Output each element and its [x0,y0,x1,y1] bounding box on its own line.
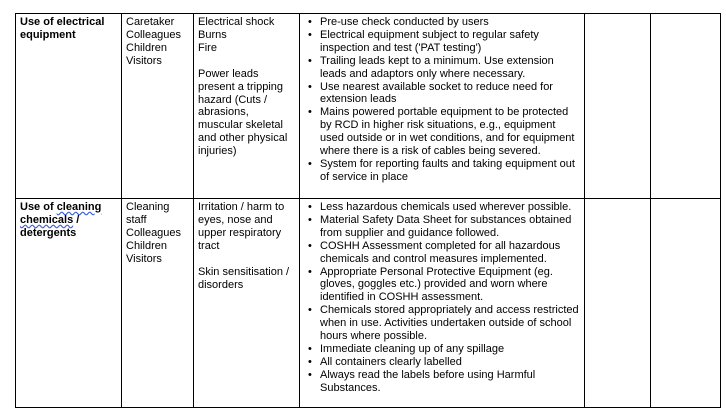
list-item: • Use nearest available socket to reduce need for extension leads [320,81,580,107]
harm-item: Irritation / harm to eyes, nose and upper respiratory tract [198,201,285,252]
who-item: Children [126,239,167,252]
harm-cell [194,199,300,408]
empty-cell [585,14,651,199]
empty-cell [651,14,721,199]
table-row [16,199,721,408]
hazard-text: cleaning [56,201,102,213]
empty-cell [651,199,721,408]
hazard-text: / detergents [20,213,80,239]
controls-list [304,201,580,395]
harm-item: Skin sensitisation / disorders [198,265,290,291]
list-item: • Electrical equipment subject to regular safety inspection and test ('PAT testing') [320,29,580,55]
list-item: • Mains powered portable equipment to be protected by RCD in higher risk situations, e.g., equipment used outside or in wet conditions, and for equipment where there is a risk of cables being severed. [320,106,580,158]
hazard-title [20,201,101,239]
hazard-cell [16,14,122,199]
who-cell [122,199,194,408]
harm-item: Electrical shock [198,16,275,28]
controls-list [304,16,580,184]
who-item: Colleagues [126,28,182,41]
list-item: • Always read the labels before using Harmful Substances. [320,369,580,395]
hazard-text: Use of electrical equipment [20,16,105,41]
who-item: Cleaning staff [126,201,170,226]
hazard-title [20,16,104,41]
list-item: • Immediate cleaning up of any spillage [320,343,580,356]
harm-item: Power leads present a tripping hazard (Cuts / abrasions, muscular skeletal and other physical injuries) [198,67,288,158]
list-item: • Material Safety Data Sheet for substances obtained from supplier and guidance followed. [320,214,580,240]
hazard-text: Use of [20,201,57,213]
list-item: • All containers clearly labelled [320,356,580,369]
who-cell [122,14,194,199]
who-item: Colleagues [126,226,182,239]
who-item: Children [126,41,167,54]
list-item: • Less hazardous chemicals used wherever possible. [320,201,580,214]
list-item: • Appropriate Personal Protective Equipment (eg. gloves, goggles etc.) provided and worn where identified in COSHH assessment. [320,266,580,305]
table-row [16,14,721,199]
controls-cell [300,199,585,408]
harm-cell [194,14,300,199]
who-item: Visitors [126,252,162,265]
controls-cell [300,14,585,199]
list-item: • COSHH Assessment completed for all hazardous chemicals and control measures implemented. [320,240,580,266]
list-item: • Chemicals stored appropriately and access restricted when in use. Activities undertaken outside of school hours where possible. [320,304,580,343]
list-item: • System for reporting faults and taking equipment out of service in place [320,158,580,184]
risk-assessment-table [15,13,721,408]
hazard-text: chemicals [20,213,74,226]
list-item: • Trailing leads kept to a minimum. Use extension leads and adaptors only where necessary. [320,55,580,81]
list-item: • Pre-use check conducted by users [320,16,580,29]
who-item: Caretaker [126,16,175,28]
harm-item: Fire [198,41,217,54]
empty-cell [585,199,651,408]
harm-item: Burns [198,28,227,41]
hazard-cell [16,199,122,408]
who-item: Visitors [126,54,162,67]
